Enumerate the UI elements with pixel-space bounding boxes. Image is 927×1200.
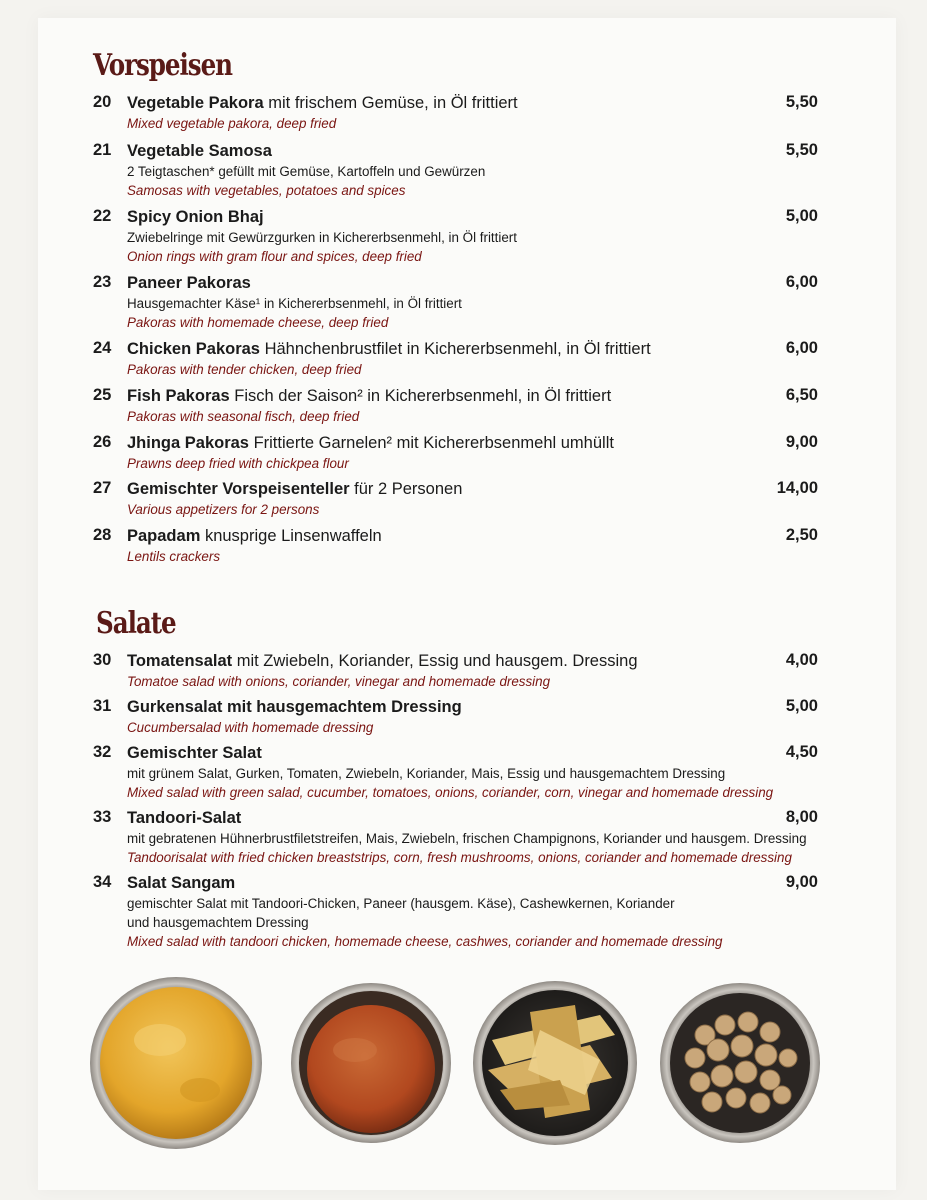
item-name: Spicy Onion Bhaj [127, 208, 264, 226]
item-description: Hausgemachter Käse¹ in Kichererbsenmehl, in Öl frittiert [127, 296, 462, 311]
item-english: Mixed salad with green salad, cucumber, tomatoes, onions, coriander, corn, vinegar and homemade dressing [127, 785, 774, 800]
item-description: 2 Teigtaschen* gefüllt mit Gemüse, Kartoffeln und Gewürzen [127, 164, 486, 179]
item-english: Tomatoe salad with onions, coriander, vinegar and homemade dressing [127, 674, 551, 689]
item-number: 21 [93, 141, 112, 159]
section-title-salate: Salate [96, 606, 176, 641]
item-price: 6,00 [785, 339, 818, 357]
item-desc-inline: Fisch der Saison² in Kichererbsenmehl, in Öl frittiert [229, 387, 612, 405]
item-price: 14,00 [776, 479, 818, 497]
item-description: Zwiebelringe mit Gewürzgurken in Kichererbsenmehl, in Öl frittiert [127, 230, 517, 245]
item-number: 30 [93, 651, 112, 669]
item-english: Mixed salad with tandoori chicken, homemade cheese, cashwes, coriander and homemade dressing [127, 934, 723, 949]
item-number: 33 [93, 808, 112, 826]
item-english: Cucumbersalad with homemade dressing [127, 720, 374, 735]
item-price: 5,00 [785, 697, 818, 715]
item-name: Gurkensalat mit hausgemachtem Dressing [127, 698, 462, 716]
item-description-cont: und hausgemachtem Dressing [127, 915, 309, 930]
item-english: Samosas with vegetables, potatoes and spices [127, 183, 406, 198]
item-name: Paneer Pakoras [127, 274, 251, 292]
item-price: 5,00 [785, 207, 818, 225]
item-english: Onion rings with gram flour and spices, deep fried [127, 249, 422, 264]
item-price: 6,00 [785, 273, 818, 291]
item-description: mit gebratenen Hühnerbrustfiletstreifen, Mais, Zwiebeln, frischen Champignons, Koriander und hausgem. Dressing [127, 831, 807, 846]
item-name: Jhinga Pakoras [127, 434, 249, 452]
item-english: Pakoras with tender chicken, deep fried [127, 362, 362, 377]
item-name: Chicken Pakoras [127, 340, 260, 358]
item-name: Fish Pakoras [127, 387, 230, 405]
item-price: 5,50 [785, 93, 818, 111]
item-name: Tomatensalat [127, 652, 233, 670]
item-price: 9,00 [785, 433, 818, 451]
item-name: Vegetable Samosa [127, 142, 272, 160]
item-number: 23 [93, 273, 112, 291]
item-name: Vegetable Pakora [127, 94, 264, 112]
item-english: Various appetizers for 2 persons [127, 502, 320, 517]
chili-powder-bowl [291, 983, 451, 1143]
item-english: Pakoras with homemade cheese, deep fried [127, 315, 389, 330]
item-english: Tandoorisalat with fried chicken breaststrips, corn, fresh mushrooms, onions, coriander and homemade dressing [127, 850, 792, 865]
item-number: 24 [93, 339, 112, 357]
item-number: 25 [93, 386, 112, 404]
item-desc-inline: mit Zwiebeln, Koriander, Essig und hausgem. Dressing [232, 652, 638, 670]
item-price: 8,00 [785, 808, 818, 826]
item-name: Tandoori-Salat [127, 809, 242, 827]
item-price: 9,00 [785, 873, 818, 891]
item-name: Papadam [127, 527, 201, 545]
cinnamon-bowl [473, 981, 637, 1145]
item-english: Mixed vegetable pakora, deep fried [127, 116, 337, 131]
section-title-vorspeisen: Vorspeisen [93, 48, 232, 83]
item-number: 28 [93, 526, 112, 544]
item-desc-inline: mit frischem Gemüse, in Öl frittiert [263, 94, 518, 112]
item-desc-inline: für 2 Personen [349, 480, 463, 498]
item-name: Gemischter Vorspeisenteller [127, 480, 350, 498]
item-name: Gemischter Salat [127, 744, 262, 762]
item-description: gemischter Salat mit Tandoori-Chicken, Paneer (hausgem. Käse), Cashewkernen, Koriander [127, 896, 675, 911]
chickpea-bowl [660, 983, 820, 1143]
item-number: 34 [93, 873, 112, 891]
item-price: 5,50 [785, 141, 818, 159]
item-english: Lentils crackers [127, 549, 221, 564]
item-desc-inline: Frittierte Garnelen² mit Kichererbsenmehl umhüllt [248, 434, 614, 452]
item-price: 4,50 [785, 743, 818, 761]
item-number: 22 [93, 207, 112, 225]
item-desc-inline: knusprige Linsenwaffeln [200, 527, 382, 545]
item-english: Prawns deep fried with chickpea flour [127, 456, 349, 471]
item-description: mit grünem Salat, Gurken, Tomaten, Zwiebeln, Koriander, Mais, Essig und hausgemachtem Dressing [127, 766, 726, 781]
item-number: 27 [93, 479, 112, 497]
item-price: 2,50 [785, 526, 818, 544]
turmeric-bowl [90, 977, 262, 1149]
item-english: Pakoras with seasonal fisch, deep fried [127, 409, 360, 424]
item-number: 26 [93, 433, 112, 451]
item-number: 31 [93, 697, 112, 715]
item-price: 6,50 [785, 386, 818, 404]
item-desc-inline: Hähnchenbrustfilet in Kichererbsenmehl, in Öl frittiert [259, 340, 651, 358]
item-name: Salat Sangam [127, 874, 236, 892]
item-number: 32 [93, 743, 112, 761]
item-number: 20 [93, 93, 112, 111]
item-price: 4,00 [785, 651, 818, 669]
